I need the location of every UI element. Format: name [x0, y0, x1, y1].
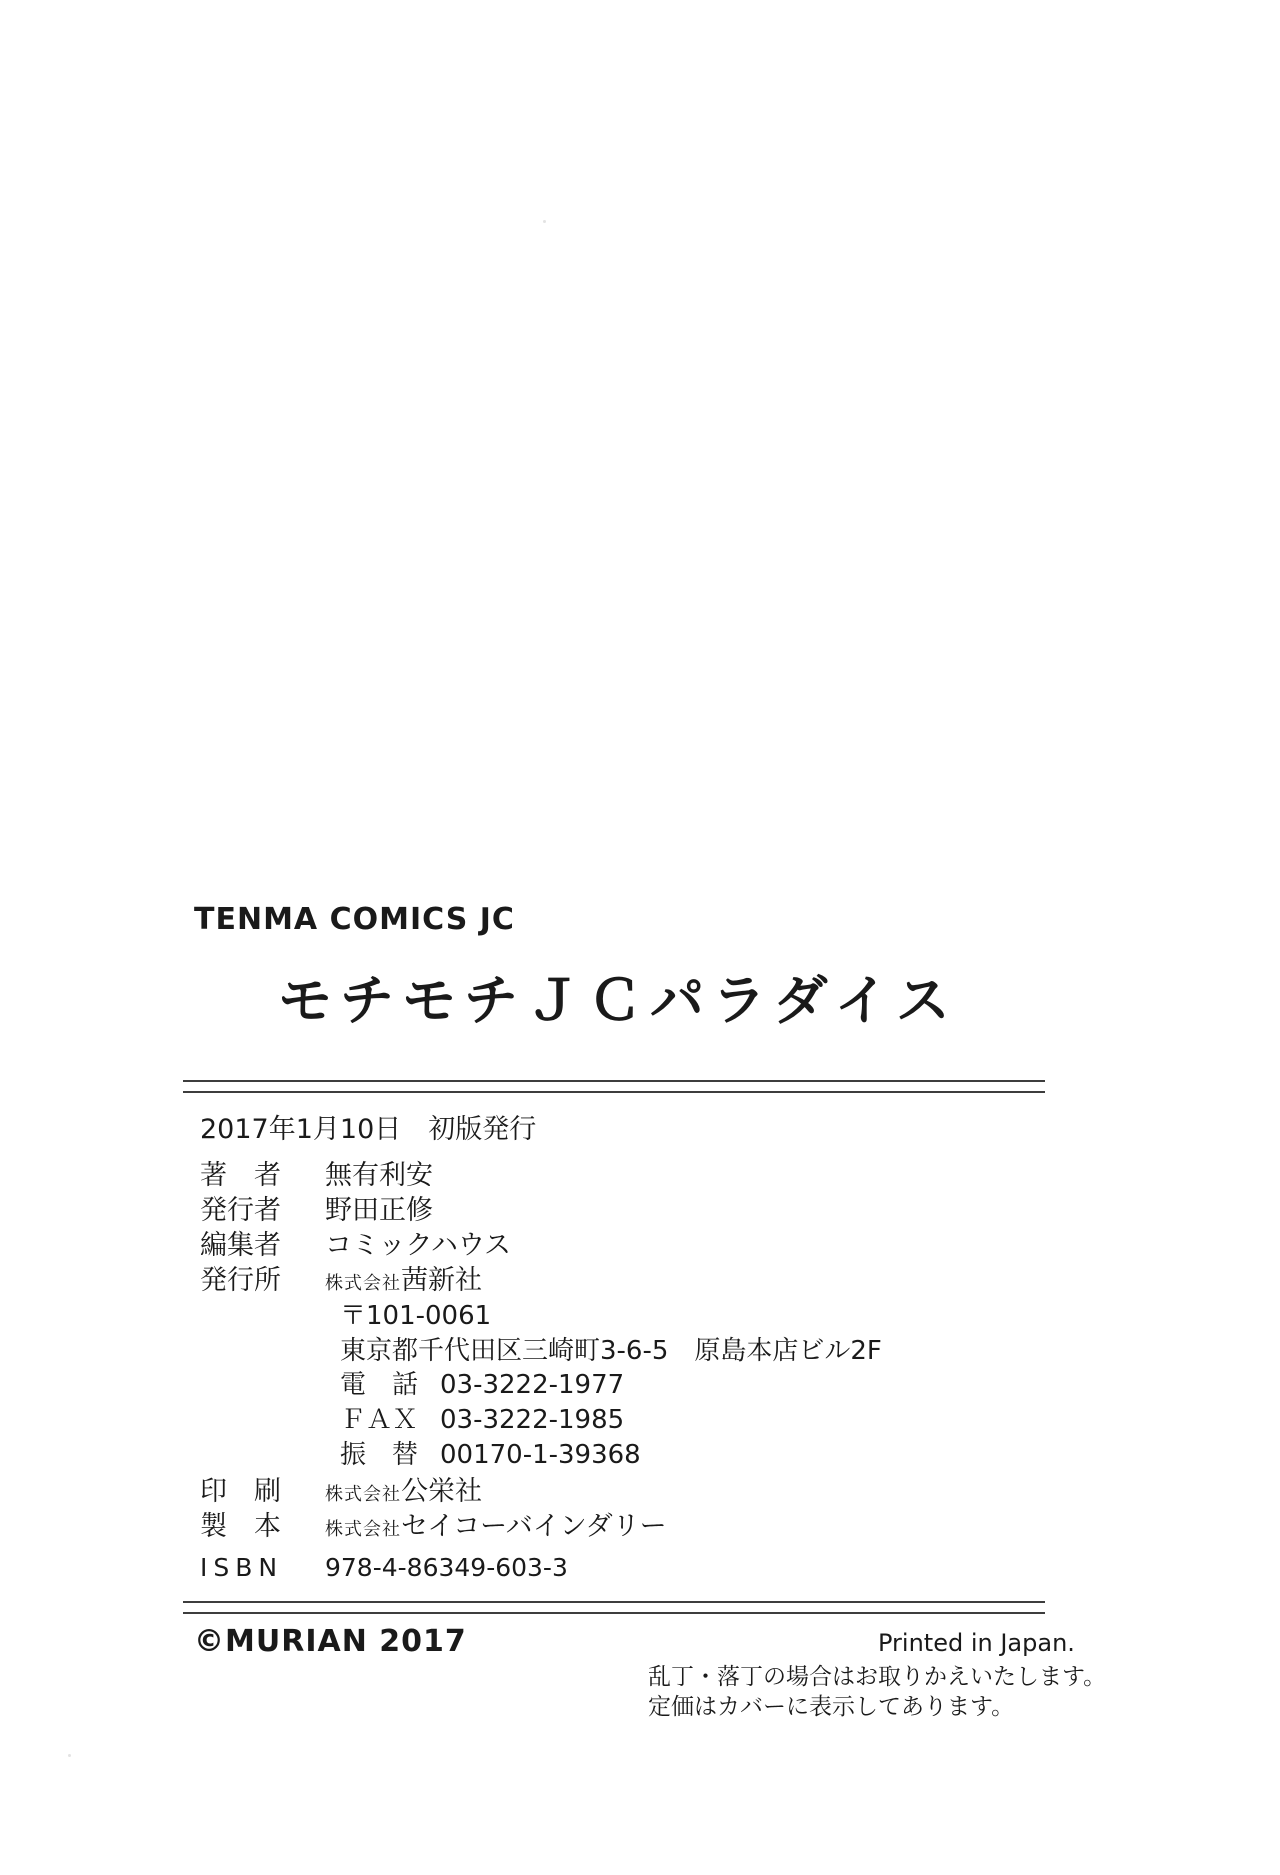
publisher-row [200, 1265, 482, 1296]
divider-rule [183, 1601, 1045, 1603]
company-prefix: 株式会社 [325, 1519, 401, 1540]
production-label: 印 刷 [200, 1476, 281, 1507]
divider-rule [183, 1612, 1045, 1614]
credit-value: 野田正修 [325, 1195, 433, 1226]
credit-row-publisher-person [200, 1195, 433, 1226]
publisher-address: 東京都千代田区三崎町3-6-5 原島本店ビル2F [340, 1336, 882, 1366]
production-label: 製 本 [200, 1511, 281, 1542]
company-prefix: 株式会社 [325, 1484, 401, 1505]
copyright-notice: ©MURIAN 2017 [194, 1624, 467, 1659]
contact-row-fax [340, 1406, 624, 1436]
production-row-printing [200, 1476, 482, 1507]
defect-exchange-notice: 乱丁・落丁の場合はお取りかえいたします。 [648, 1664, 1107, 1690]
company-prefix: 株式会社 [325, 1273, 401, 1294]
price-on-cover-notice: 定価はカバーに表示してあります。 [648, 1694, 1015, 1720]
credit-value: 無有利安 [325, 1160, 433, 1191]
credit-label: 発行者 [200, 1195, 281, 1226]
isbn-label: ISBN [200, 1553, 284, 1582]
contact-label: 振 替 [340, 1440, 419, 1470]
contact-label: 電 話 [340, 1370, 419, 1400]
credit-label: 著 者 [200, 1160, 281, 1191]
edition-date: 2017年1月10日 初版発行 [200, 1114, 537, 1145]
scan-speck [68, 1754, 71, 1757]
scan-speck [543, 220, 546, 223]
production-row-binding [200, 1511, 667, 1542]
isbn-value: 978-4-86349-603-3 [325, 1553, 568, 1582]
printed-in-japan: Printed in Japan. [878, 1629, 1075, 1657]
contact-label: ＦＡＸ [340, 1405, 419, 1435]
contact-row-postal-transfer [340, 1441, 641, 1471]
production-company-name: 公栄社 [401, 1476, 482, 1507]
publisher-label: 発行所 [200, 1265, 281, 1296]
divider-rule [183, 1091, 1045, 1093]
contact-value: 00170-1-39368 [440, 1440, 641, 1470]
divider-rule [183, 1080, 1045, 1082]
postal-code: 〒101-0061 [340, 1301, 492, 1331]
contact-value: 03-3222-1977 [440, 1370, 625, 1400]
contact-row-phone [340, 1371, 624, 1401]
isbn-row [200, 1554, 568, 1583]
contact-value: 03-3222-1985 [440, 1405, 625, 1435]
book-title: モチモチＪＣパラダイス [278, 969, 958, 1032]
credit-row-editor [200, 1230, 511, 1261]
credit-row-author [200, 1160, 433, 1191]
publisher-company-name: 茜新社 [401, 1265, 482, 1296]
credit-label: 編集者 [200, 1230, 281, 1261]
series-label: TENMA COMICS JC [194, 902, 515, 937]
credit-value: コミックハウス [325, 1230, 512, 1261]
production-company-name: セイコーバインダリー [401, 1511, 667, 1542]
